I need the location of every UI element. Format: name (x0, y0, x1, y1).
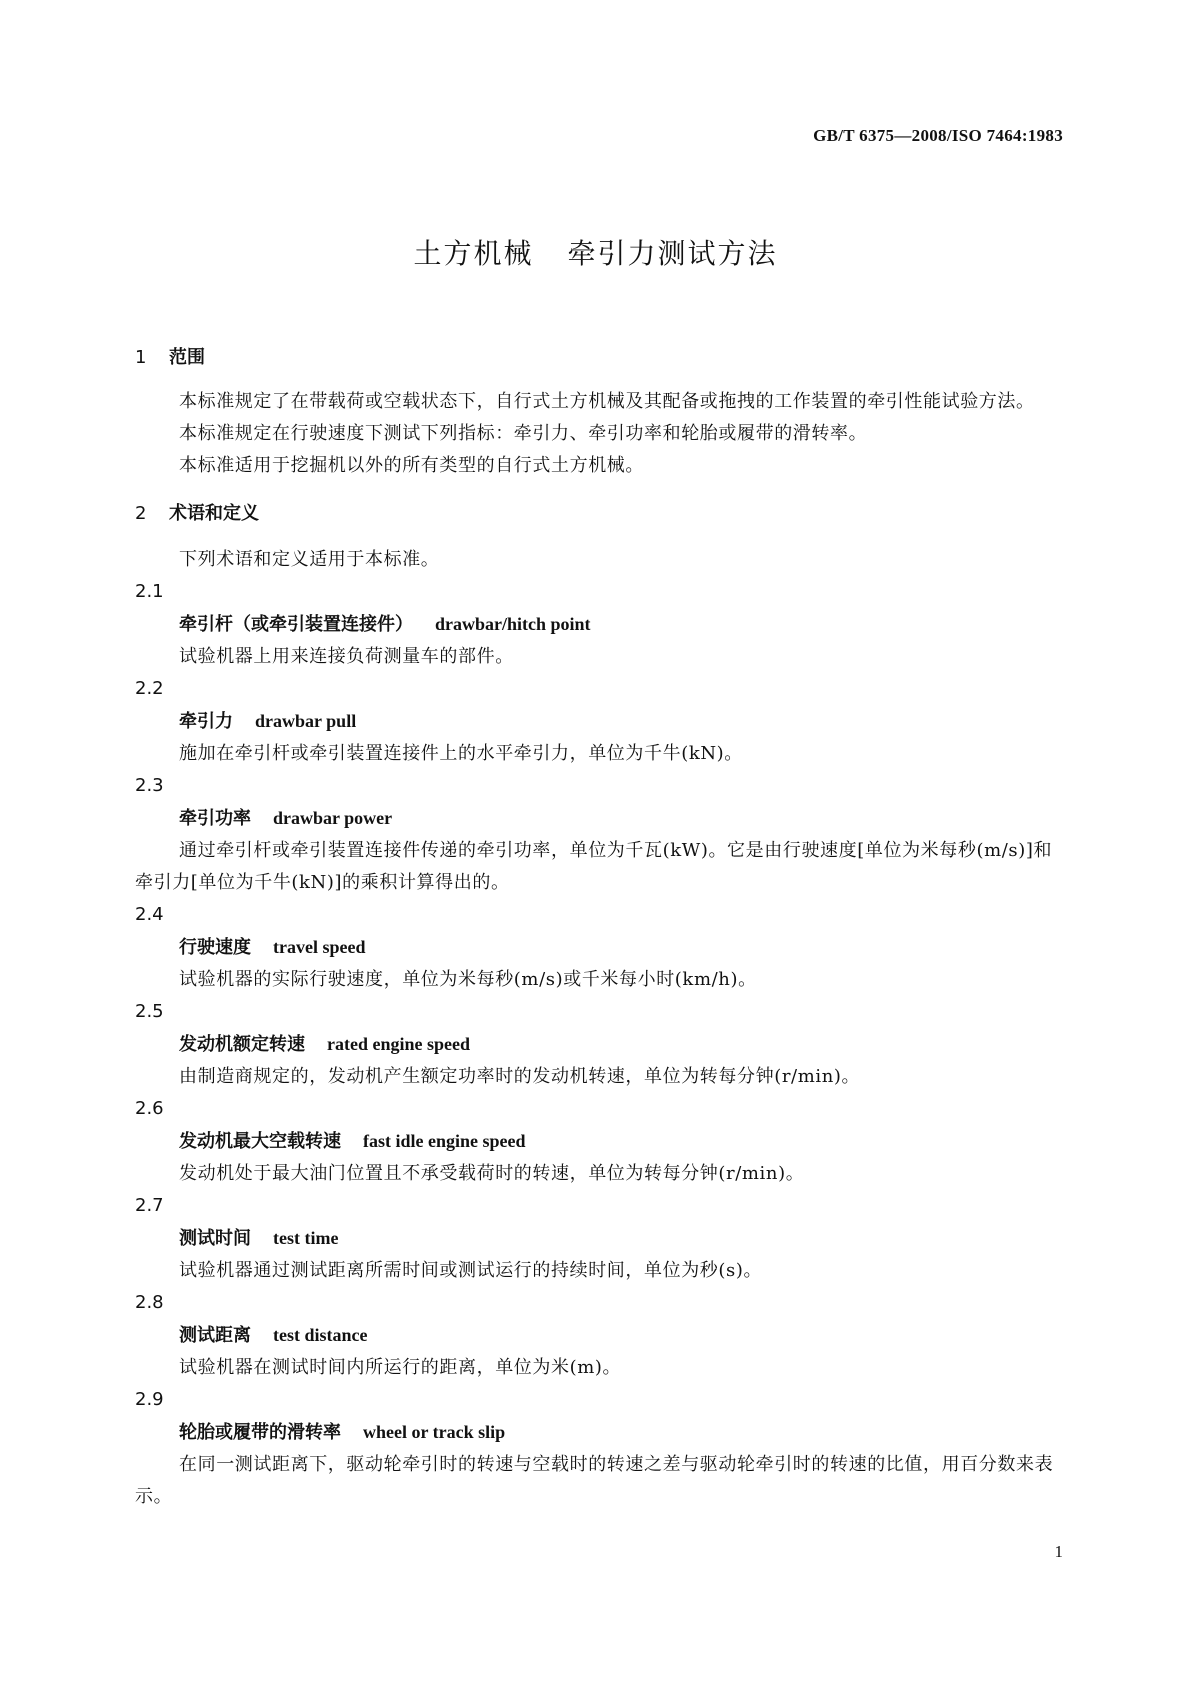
term-number: 2.8 (135, 1292, 164, 1313)
term-definition: 试验机器通过测试距离所需时间或测试运行的持续时间，单位为秒(s)。 (179, 1260, 763, 1281)
term-entry (135, 1093, 1060, 1190)
term-number: 2.7 (135, 1195, 164, 1216)
term-definition: 在同一测试距离下，驱动轮牵引时的转速与空载时的转速之差与驱动轮牵引时的转速的比值，用百分数来表示。 (135, 1454, 1054, 1507)
term-heading: 轮胎或履带的滑转率 wheel or track slip (179, 1422, 506, 1443)
term-definition: 通过牵引杆或牵引装置连接件传递的牵引功率，单位为千瓦(kW)。它是由行驶速度[单位为米每秒(m/s)]和牵引力[单位为千牛(kN)]的乘积计算得出的。 (135, 840, 1053, 893)
page-number: 1 (1054, 1542, 1063, 1561)
term-number: 2.1 (135, 581, 164, 602)
term-entry (135, 576, 1060, 673)
term-definition: 试验机器在测试时间内所运行的距离，单位为米(m)。 (179, 1357, 622, 1378)
terms-intro: 下列术语和定义适用于本标准。 (179, 549, 440, 570)
term-definition: 发动机处于最大油门位置且不承受载荷时的转速，单位为转每分钟(r/min)。 (179, 1163, 805, 1184)
term-number: 2.2 (135, 678, 164, 699)
term-definition: 由制造商规定的，发动机产生额定功率时的发动机转速，单位为转每分钟(r/min)。 (179, 1066, 861, 1087)
title-part-2: 牵引力测试方法 (567, 237, 778, 270)
term-number: 2.5 (135, 1001, 164, 1022)
term-definition: 试验机器的实际行驶速度，单位为米每秒(m/s)或千米每小时(km/h)。 (179, 969, 757, 990)
term-number: 2.6 (135, 1098, 164, 1119)
standard-code: GB/T 6375—2008/ISO 7464:1983 (813, 126, 1063, 145)
scope-paragraph-3: 本标准适用于挖掘机以外的所有类型的自行式土方机械。 (179, 455, 644, 476)
document-title (0, 232, 1191, 272)
scope-paragraph-1: 本标准规定了在带载荷或空载状态下，自行式土方机械及其配备或拖拽的工作装置的牵引性能试验方法。 (179, 391, 1035, 412)
term-heading: 牵引力 drawbar pull (179, 711, 357, 732)
term-entry (135, 996, 1060, 1093)
title-part-1: 土方机械 (413, 237, 534, 270)
term-definition: 施加在牵引杆或牵引装置连接件上的水平牵引力，单位为千牛(kN)。 (179, 743, 743, 764)
term-entry (135, 899, 1060, 996)
term-entry (135, 1287, 1060, 1384)
term-heading: 牵引功率 drawbar power (179, 808, 393, 829)
term-definition: 试验机器上用来连接负荷测量车的部件。 (179, 646, 514, 667)
section-heading-2: 2 术语和定义 (135, 503, 259, 524)
term-heading: 发动机最大空载转速 fast idle engine speed (179, 1131, 526, 1152)
term-heading: 测试时间 test time (179, 1228, 339, 1249)
term-entry (135, 1190, 1060, 1287)
term-number: 2.3 (135, 775, 164, 796)
terms-list (135, 576, 1060, 1513)
document-body (135, 338, 1060, 1513)
section-heading-1: 1 范围 (135, 347, 205, 368)
term-entry (135, 1384, 1060, 1513)
scope-paragraph-2: 本标准规定在行驶速度下测试下列指标：牵引力、牵引功率和轮胎或履带的滑转率。 (179, 423, 868, 444)
term-entry (135, 673, 1060, 770)
term-heading: 牵引杆（或牵引装置连接件） drawbar/hitch point (179, 614, 591, 635)
term-number: 2.4 (135, 904, 164, 925)
term-heading: 发动机额定转速 rated engine speed (179, 1034, 470, 1055)
term-heading: 行驶速度 travel speed (179, 937, 366, 958)
term-entry (135, 770, 1060, 899)
term-heading: 测试距离 test distance (179, 1325, 368, 1346)
term-number: 2.9 (135, 1389, 164, 1410)
